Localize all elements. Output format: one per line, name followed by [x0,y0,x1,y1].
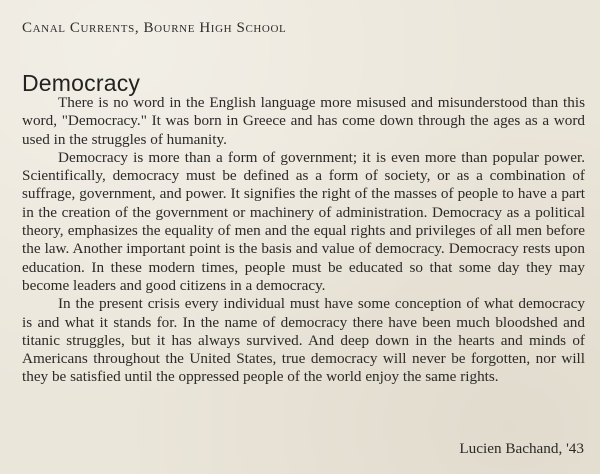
paragraph: There is no word in the English language more misused and misunderstood than this word, "Democracy." It was born in Greece and has come down through the ages as a word used in the struggles of humanity. [22,94,585,148]
author-signature: Lucien Bachand, '43 [459,440,584,457]
paragraph: In the present crisis every individual must have some conception of what democracy is and what it stands for. In the name of democracy there have been much bloodshed and titanic struggles, but it has always survived. And deep down in the hearts and minds of Americans throughout the United States, true democracy will never be forgotten, nor will they be satisfied until the oppressed people of the world enjoy the same rights. [22,295,585,386]
article-body [22,94,585,387]
running-head: Canal Currents, Bourne High School [22,20,287,36]
paragraph: Democracy is more than a form of government; it is even more than popular power. Scientifically, democracy must be defined as a form of society, or as a combination of suffrage, government, and power. It signifies the right of the masses of people to have a part in the creation of the government or machinery of administration. Democracy as a political theory, emphasizes the equality of men and the equal rights and privileges of all men before the law. Another important point is the basis and value of democracy. Democracy rests upon education. In these modern times, people must be educated so that some day they may become leaders and good citizens in a democracy. [22,148,585,294]
article-title: Democracy [22,70,141,97]
